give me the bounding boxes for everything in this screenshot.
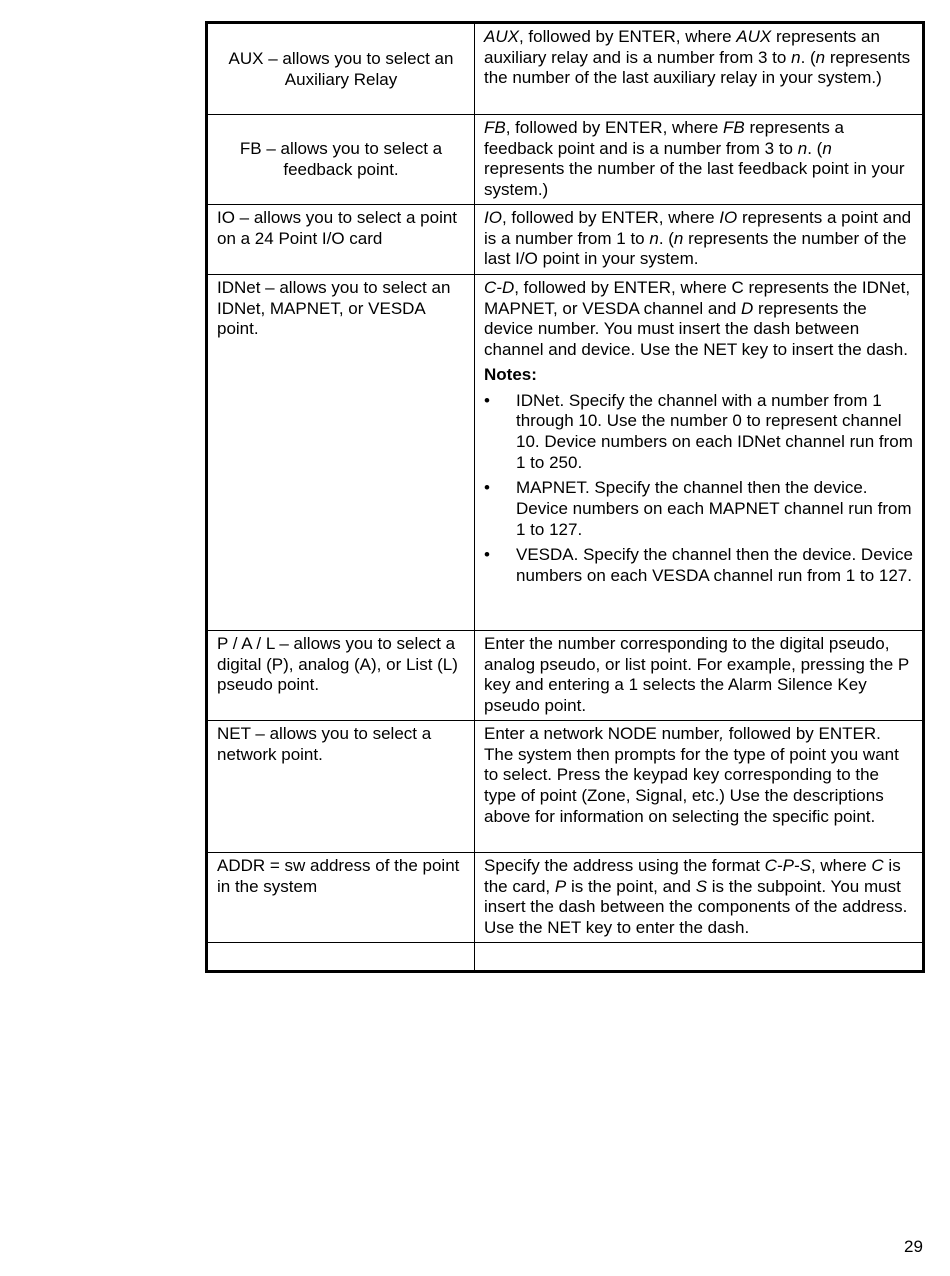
italic-term: IO bbox=[719, 208, 738, 227]
text-segment: is the subpoint. You must insert the dash between the components of the address. Use the NET key to enter the dash. bbox=[484, 876, 908, 938]
text-segment: followed by ENTER. The system then prompts for the type of point you want to select. Press the keypad key corresponding to the type of point (Zone, Signal, etc.) Use the descriptions above for information on selecting the specific point. bbox=[484, 724, 899, 826]
note-item: • IDNet. Specify the channel with a number from 1 through 10. Use the number 0 to represent channel 10. Device numbers on each IDNet channel run from 1 to 250. bbox=[484, 391, 913, 474]
description-cell bbox=[475, 115, 924, 205]
description-cell bbox=[475, 631, 924, 721]
text-segment: , followed by ENTER, where bbox=[501, 208, 720, 227]
note-item: • VESDA. Specify the channel then the device. Device numbers on each VESDA channel run from 1 to 127. bbox=[484, 545, 913, 586]
italic-term: AUX bbox=[736, 27, 772, 46]
description-cell bbox=[475, 853, 924, 943]
command-cell: NET – allows you to select a network point. bbox=[207, 721, 475, 853]
italic-term: P bbox=[554, 876, 567, 896]
italic-term: S bbox=[695, 876, 708, 896]
command-table bbox=[205, 21, 925, 973]
table-row bbox=[207, 853, 924, 943]
text-segment: . ( bbox=[807, 138, 823, 158]
italic-term: n bbox=[822, 138, 832, 158]
table-row bbox=[207, 23, 924, 115]
table-row bbox=[207, 275, 924, 631]
description-text bbox=[484, 27, 913, 89]
italic-term: AUX bbox=[484, 27, 519, 46]
notes-list bbox=[484, 391, 913, 587]
command-cell bbox=[207, 943, 475, 972]
description-cell bbox=[475, 943, 924, 972]
text-segment: is the card, bbox=[484, 856, 901, 896]
command-cell: FB – allows you to select a feedback point. bbox=[207, 115, 475, 205]
text-segment: , where bbox=[810, 856, 872, 875]
italic-term: IO bbox=[484, 208, 502, 227]
command-cell: P / A / L – allows you to select a digital (P), analog (A), or List (L) pseudo point. bbox=[207, 631, 475, 721]
command-cell: IDNet – allows you to select an IDNet, MAPNET, or VESDA point. bbox=[207, 275, 475, 631]
description-text bbox=[484, 278, 913, 361]
command-cell: IO – allows you to select a point on a 24 Point I/O card bbox=[207, 205, 475, 275]
command-cell: ADDR = sw address of the point in the system bbox=[207, 853, 475, 943]
italic-term: D bbox=[741, 298, 754, 318]
text-segment: . ( bbox=[800, 47, 816, 67]
text-segment: represents an auxiliary relay and is a number from 3 to bbox=[484, 27, 880, 67]
italic-term: n bbox=[673, 228, 684, 248]
description-cell bbox=[475, 721, 924, 853]
italic-term: C-D bbox=[484, 278, 515, 297]
description-text bbox=[484, 724, 913, 828]
table-row bbox=[207, 721, 924, 853]
command-cell: AUX – allows you to select an Auxiliary Relay bbox=[207, 23, 475, 115]
notes-label: Notes: bbox=[484, 364, 537, 384]
note-item: • MAPNET. Specify the channel then the device. Device numbers on each MAPNET channel run from 1 to 127. bbox=[484, 478, 913, 540]
text-segment: . ( bbox=[658, 228, 674, 248]
italic-term: C bbox=[871, 856, 884, 875]
italic-term: n bbox=[649, 228, 659, 248]
table-row bbox=[207, 631, 924, 721]
description-text bbox=[484, 856, 913, 939]
text-segment: , followed by ENTER, where bbox=[505, 118, 724, 137]
italic-term: n bbox=[791, 47, 801, 67]
description-cell bbox=[475, 205, 924, 275]
description-cell bbox=[475, 23, 924, 115]
text-segment: represents the number of the last feedback point in your system.) bbox=[484, 159, 905, 200]
table-row bbox=[207, 205, 924, 275]
italic-term: FB bbox=[723, 118, 745, 137]
table-row bbox=[207, 943, 924, 972]
text-segment: represents the number of the last auxiliary relay in your system.) bbox=[484, 47, 911, 88]
text-segment: , followed by ENTER, where C represents the IDNet, MAPNET, or VESDA channel and bbox=[484, 278, 911, 318]
text-segment: Enter a network NODE number bbox=[484, 724, 720, 743]
description-cell bbox=[475, 275, 924, 631]
text-segment: , followed by ENTER, where bbox=[518, 27, 737, 46]
italic-term: , bbox=[719, 724, 724, 743]
text-segment: Specify the address using the format bbox=[484, 856, 765, 875]
description-text bbox=[484, 208, 913, 270]
text-segment: Enter the number corresponding to the digital pseudo, analog pseudo, or list point. For example, pressing the P key and entering a 1 selects the Alarm Silence Key pseudo point. bbox=[484, 634, 909, 716]
description-text bbox=[484, 118, 913, 201]
italic-term: C-P-S bbox=[764, 856, 811, 875]
italic-term: FB bbox=[484, 118, 506, 137]
page-number: 29 bbox=[904, 1237, 923, 1256]
text-segment: represents a feedback point and is a number from 3 to bbox=[484, 118, 845, 158]
text-segment: is the point, and bbox=[566, 876, 696, 896]
table-row bbox=[207, 115, 924, 205]
italic-term: n bbox=[797, 138, 808, 158]
description-text bbox=[484, 634, 913, 717]
text-segment: represents a point and is a number from 1 to bbox=[484, 208, 912, 248]
italic-term: n bbox=[815, 47, 826, 67]
text-segment: represents the device number. You must insert the dash between channel and device. Use the NET key to insert the dash. bbox=[484, 298, 908, 360]
text-segment: represents the number of the last I/O point in your system. bbox=[484, 228, 907, 269]
